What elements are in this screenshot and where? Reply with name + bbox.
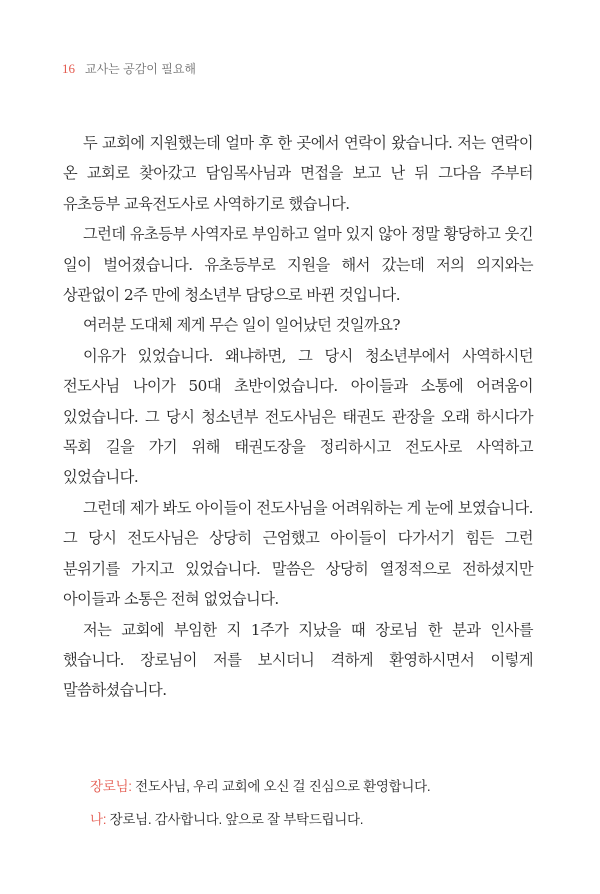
dialogue-block xyxy=(90,770,550,836)
paragraph: 그런데 유초등부 사역자로 부임하고 얼마 있지 않아 정말 황당하고 웃긴 일이 벌어졌습니다. 유초등부로 지원을 해서 갔는데 저의 의지와는 상관없이 2주 만에 청소년부 담당으로 바뀐 것입니다. xyxy=(63,225,533,305)
paragraph: 이유가 있었습니다. 왜냐하면, 그 당시 청소년부에서 사역하시던 전도사님 나이가 50대 초반이었습니다. 아이들과 소통에 어려움이 있었습니다. 그 당시 청소년부 전도사님은 태권도 관장을 오래 하시다가 목회 길을 가기 위해 태권도장을 정리하시고 전도사로 사역하고 있었습니다. xyxy=(63,346,533,487)
body-text xyxy=(63,128,533,706)
paragraph: 여러분 도대체 제게 무슨 일이 일어났던 것일까요? xyxy=(83,316,401,335)
dialogue-line xyxy=(90,803,550,836)
speaker-label: 장로님: xyxy=(90,779,132,794)
book-title: 교사는 공감이 필요해 xyxy=(85,62,196,76)
dialogue-line xyxy=(90,770,550,803)
dialogue-text: 전도사님, 우리 교회에 오신 걸 진심으로 환영합니다. xyxy=(131,779,431,794)
paragraph: 저는 교회에 부임한 지 1주가 지났을 때 장로님 한 분과 인사를 했습니다. 장로님이 저를 보시더니 격하게 환영하시면서 이렇게 말씀하셨습니다. xyxy=(63,620,533,700)
page-number: 16 xyxy=(62,61,75,76)
paragraph: 두 교회에 지원했는데 얼마 후 한 곳에서 연락이 왔습니다. 저는 연락이 온 교회로 찾아갔고 담임목사님과 면접을 보고 난 뒤 그다음 주부터 유초등부 교육전도사로 사역하기로 했습니다. xyxy=(63,134,533,213)
running-header xyxy=(62,60,196,77)
paragraph: 그런데 제가 봐도 아이들이 전도사님을 어려워하는 게 눈에 보였습니다. 그 당시 전도사님은 상당히 근엄했고 아이들이 다가서기 힘든 그런 분위기를 가지고 있었습니다. 말씀은 상당히 열정적으로 전하셨지만 아이들과 소통은 전혀 없었습니다. xyxy=(63,498,533,609)
dialogue-text: 장로님. 감사합니다. 앞으로 잘 부탁드립니다. xyxy=(106,812,364,827)
speaker-label: 나: xyxy=(90,812,107,827)
